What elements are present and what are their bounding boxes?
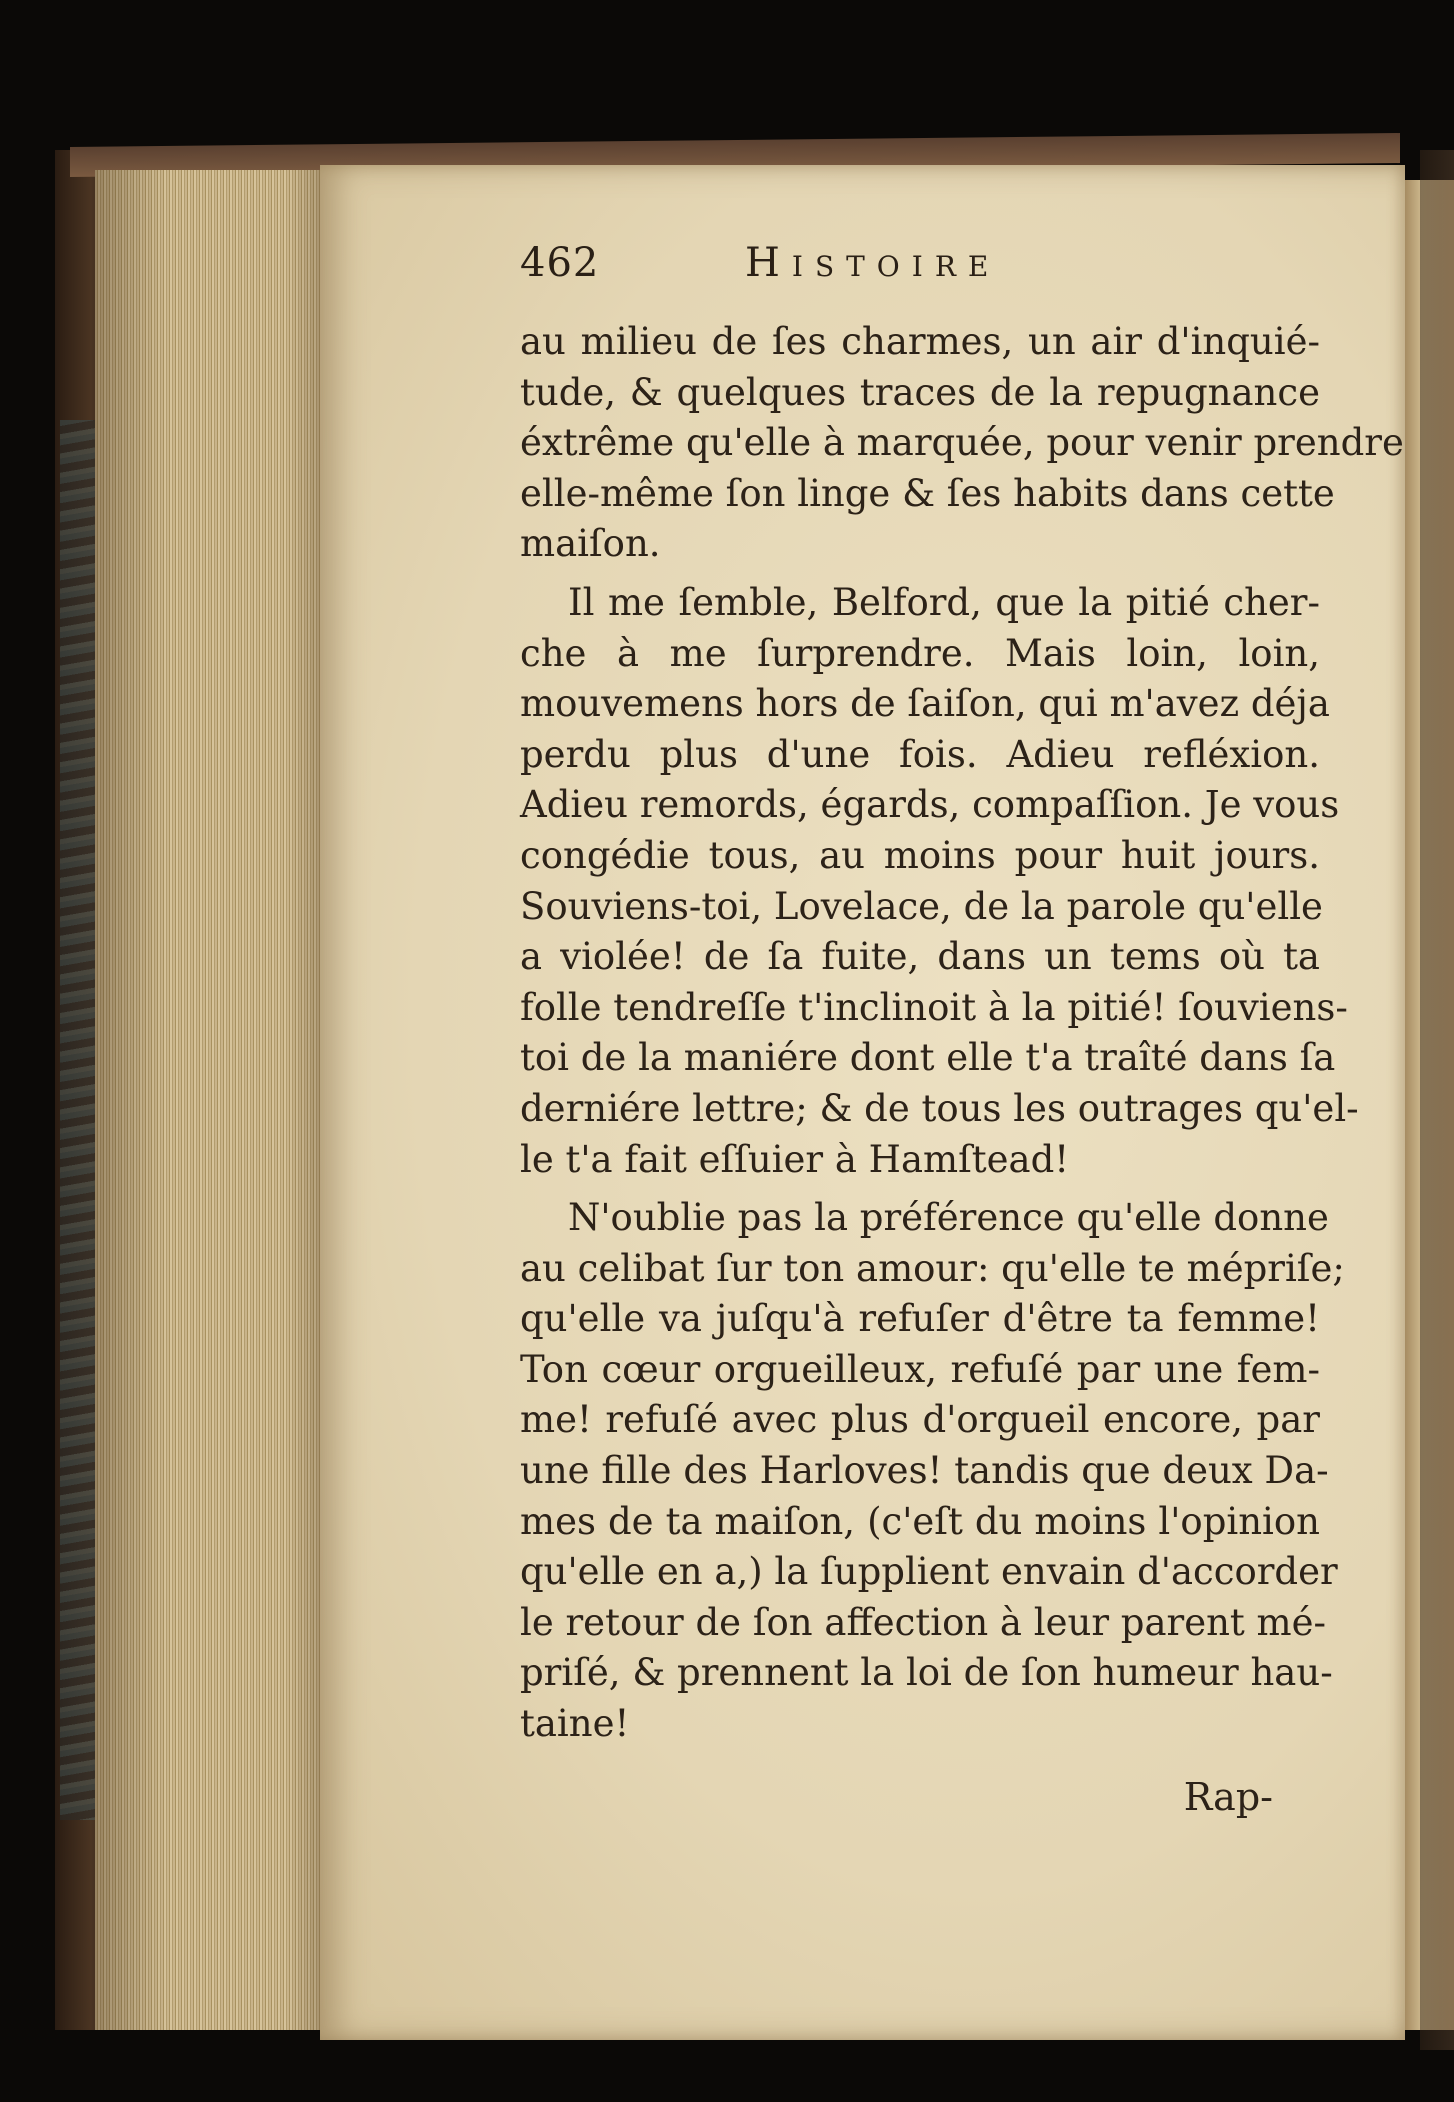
marbled-cover: [60, 420, 100, 1820]
text-line: folle tendreſſe t'inclinoit à la pitié! ſouviens-: [520, 985, 1348, 1029]
text-line: mes de ta maiſon, (c'eſt du moins l'opinion: [520, 1499, 1320, 1543]
text-line: éxtrême qu'elle à marquée, pour venir prendre: [520, 421, 1404, 465]
text-line: elle-même ſon linge & ſes habits dans cette: [520, 471, 1335, 515]
page-number: 462: [520, 240, 600, 286]
paragraph-1: [520, 317, 1404, 570]
text-line: priſé, & prennent la loi de ſon humeur hau-: [520, 1651, 1333, 1695]
page-header: [520, 240, 1320, 300]
text-line: qu'elle en a,) la ſupplient envain d'accorder: [520, 1550, 1338, 1594]
text-line: perdu plus d'une fois. Adieu refléxion.: [520, 732, 1320, 776]
text-line: Souviens-toi, Lovelace, de la parole qu'elle: [520, 884, 1323, 928]
text-line: che à me ſurprendre. Mais loin, loin,: [520, 631, 1320, 675]
text-line: mouvemens hors de ſaiſon, qui m'avez déja: [520, 682, 1330, 726]
paragraph-3: [520, 1193, 1345, 1750]
text-line: au celibat ſur ton amour: qu'elle te mépriſe;: [520, 1246, 1345, 1290]
text-line: N'oublie pas la préférence qu'elle donne: [568, 1196, 1329, 1240]
text-line: Il me ſemble, Belford, que la pitié cher-: [568, 580, 1320, 624]
text-line: toi de la maniére dont elle t'a traîté dans ſa: [520, 1036, 1336, 1080]
text-line: une fille des Harloves! tandis que deux Da-: [520, 1449, 1329, 1493]
text-line: Ton cœur orgueilleux, refuſé par une fem-: [520, 1347, 1320, 1391]
text-line: au milieu de ſes charmes, un air d'inquié-: [520, 320, 1320, 363]
body-text: [520, 317, 1404, 1750]
running-head: Histoire: [745, 240, 1001, 286]
text-line: congédie tous, au moins pour huit jours.: [520, 833, 1320, 877]
text-line: le retour de ſon affection à leur parent mé-: [520, 1600, 1327, 1644]
catchword: Rap-: [1183, 1775, 1273, 1819]
text-line: tude, & quelques traces de la repugnance: [520, 370, 1320, 414]
text-line: Adieu remords, égards, compaſſion. Je vous: [520, 783, 1340, 827]
text-line: me! refuſé avec plus d'orgueil encore, par: [520, 1398, 1320, 1442]
text-line: a violée! de ſa fuite, dans un tems où ta: [520, 935, 1320, 979]
book-page: [320, 165, 1405, 2040]
text-line: le t'a fait eſſuier à Hamſtead!: [520, 1137, 1070, 1181]
text-line: derniére lettre; & de tous les outrages qu'el-: [520, 1086, 1359, 1130]
text-line: taine!: [520, 1702, 630, 1746]
paragraph-2: [520, 578, 1359, 1185]
cover-right-edge: [1420, 150, 1454, 2050]
text-line: qu'elle va juſqu'à refuſer d'être ta femme!: [520, 1297, 1320, 1341]
text-line: maiſon.: [520, 522, 661, 566]
page-stack-edges: [95, 170, 335, 2030]
